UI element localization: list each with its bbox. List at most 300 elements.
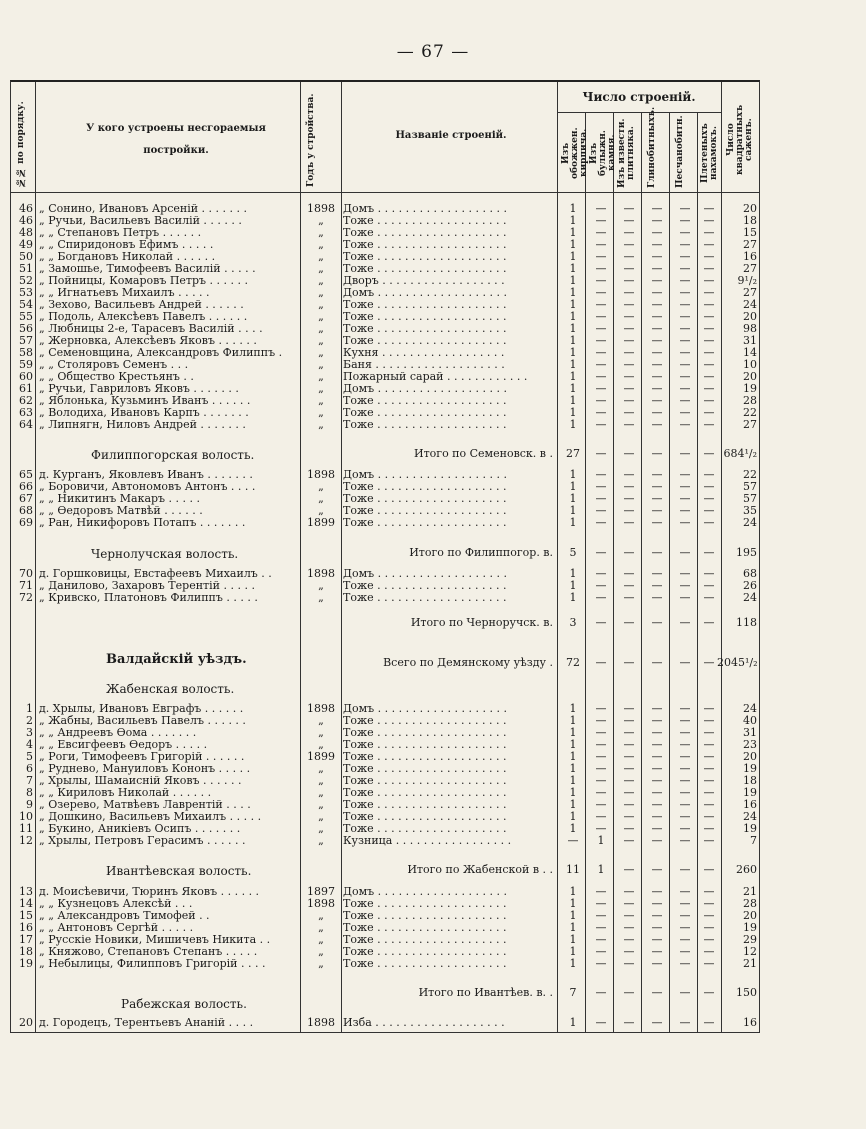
row-count: — — [651, 933, 663, 946]
row-count: 1 — [569, 358, 577, 371]
row-count: — — [595, 310, 607, 323]
row-count: — — [703, 504, 715, 517]
row-owner: „ Ран, Никифоровъ Потапъ . . . . . . . — [39, 517, 246, 529]
row-owner: „ Кривско, Платоновъ Филиппъ . . . . . — [39, 592, 258, 604]
row-count: — — [651, 480, 663, 493]
total-label: Итого по Ивантѣев. в. . — [418, 986, 553, 999]
row-count: — — [651, 250, 663, 263]
row-number: 13 — [19, 885, 33, 898]
row-count: — — [651, 334, 663, 347]
row-building: Баня . . . . . . . . . . . . . . . . . . . — [343, 359, 505, 371]
table-frame — [10, 80, 760, 1033]
row-year: „ — [318, 370, 324, 383]
row-owner: „ „ Богдановъ Николай . . . . . . — [39, 251, 216, 263]
row-count: — — [595, 382, 607, 395]
row-count: 1 — [569, 714, 577, 727]
row-count: — — [679, 798, 691, 811]
row-building: Тоже . . . . . . . . . . . . . . . . . . . — [343, 517, 507, 529]
total-count: — — [651, 546, 663, 559]
row-year: „ — [318, 933, 324, 946]
row-area: 20 — [743, 909, 757, 922]
row-area: 14 — [743, 346, 757, 359]
total-count: — — [595, 546, 607, 559]
row-area: 35 — [743, 504, 757, 517]
table-row — [11, 407, 759, 419]
row-count: — — [703, 726, 715, 739]
row-count: — — [651, 786, 663, 799]
row-area: 28 — [743, 394, 757, 407]
table-row — [11, 751, 759, 763]
row-count: — — [595, 468, 607, 481]
table-row — [11, 505, 759, 517]
row-area: 16 — [743, 250, 757, 263]
row-count: — — [623, 957, 635, 970]
row-area: 68 — [743, 567, 757, 580]
row-owner: „ „ Кириловъ Николай . . . . . . — [39, 787, 212, 799]
row-area: 16 — [743, 798, 757, 811]
section-title: Чернолучская волость. — [91, 547, 239, 561]
total-count: — — [679, 616, 691, 629]
row-count: — — [703, 250, 715, 263]
table-row — [11, 311, 759, 323]
table-row — [11, 383, 759, 395]
row-year: „ — [318, 394, 324, 407]
row-owner: „ Ручьи, Гавриловъ Яковъ . . . . . . . — [39, 383, 239, 395]
row-area: 24 — [743, 298, 757, 311]
row-count: 1 — [569, 957, 577, 970]
row-count: — — [703, 750, 715, 763]
total-count: — — [623, 863, 635, 876]
row-count: — — [679, 346, 691, 359]
row-count: — — [623, 945, 635, 958]
row-count: — — [703, 480, 715, 493]
row-year: „ — [318, 798, 324, 811]
row-count: — — [623, 406, 635, 419]
row-count: — — [679, 262, 691, 275]
row-count: — — [703, 579, 715, 592]
row-number: 69 — [19, 516, 33, 529]
row-count: — — [679, 226, 691, 239]
row-owner: д. Курганъ, Яковлевъ Иванъ . . . . . . . — [39, 469, 253, 481]
row-count: — — [595, 334, 607, 347]
table-row — [11, 419, 759, 431]
total-count: — — [595, 616, 607, 629]
row-building: Тоже . . . . . . . . . . . . . . . . . . . — [343, 592, 507, 604]
row-count: — — [651, 418, 663, 431]
row-year: „ — [318, 726, 324, 739]
row-building: Домъ . . . . . . . . . . . . . . . . . . . — [343, 469, 507, 481]
row-count: — — [703, 909, 715, 922]
row-count: — — [651, 504, 663, 517]
table-row — [11, 469, 759, 481]
row-owner: „ Сонино, Ивановъ Арсеній . . . . . . . — [39, 203, 248, 215]
row-owner: „ Жерновка, Алексѣевъ Яковъ . . . . . . — [39, 335, 257, 347]
table-row — [11, 215, 759, 227]
row-count: 1 — [569, 516, 577, 529]
row-count: — — [679, 358, 691, 371]
row-number: 17 — [19, 933, 33, 946]
row-year: „ — [318, 834, 324, 847]
row-count: 1 — [569, 310, 577, 323]
row-count: — — [623, 358, 635, 371]
row-building: Тоже . . . . . . . . . . . . . . . . . . . — [343, 311, 507, 323]
row-count: — — [679, 702, 691, 715]
row-building: Тоже . . . . . . . . . . . . . . . . . . . — [343, 227, 507, 239]
row-area: 98 — [743, 322, 757, 335]
total-label: Итого по Семеновск. в . — [414, 447, 553, 460]
row-number: 16 — [19, 921, 33, 934]
table-row — [11, 958, 759, 970]
row-year: „ — [318, 322, 324, 335]
row-count: — — [703, 418, 715, 431]
row-count: — — [651, 909, 663, 922]
row-year: „ — [318, 786, 324, 799]
row-area: 20 — [743, 750, 757, 763]
row-count: — — [567, 834, 579, 847]
row-number: 11 — [19, 822, 33, 835]
row-count: — — [703, 394, 715, 407]
row-area: 29 — [743, 933, 757, 946]
row-count: — — [623, 370, 635, 383]
row-count: — — [595, 370, 607, 383]
table-row — [11, 287, 759, 299]
row-year: „ — [318, 957, 324, 970]
row-number: 15 — [19, 909, 33, 922]
row-count: — — [595, 726, 607, 739]
row-count: — — [703, 346, 715, 359]
row-area: 20 — [743, 310, 757, 323]
row-year: „ — [318, 226, 324, 239]
row-count: — — [595, 226, 607, 239]
row-count: — — [595, 504, 607, 517]
row-owner: „ Яблонька, Кузьминъ Иванъ . . . . . . — [39, 395, 251, 407]
row-count: 1 — [569, 238, 577, 251]
row-count: 1 — [569, 909, 577, 922]
row-count: — — [623, 238, 635, 251]
row-count: — — [679, 909, 691, 922]
total-count: — — [623, 656, 635, 669]
row-count: — — [651, 346, 663, 359]
row-year: 1898 — [307, 702, 335, 715]
row-number: 46 — [19, 202, 33, 215]
row-owner: „ Зехово, Васильевъ Андрей . . . . . . — [39, 299, 244, 311]
total-label: Итого по Черноручск. в. — [410, 616, 553, 629]
table-row — [11, 799, 759, 811]
header-subrule — [557, 112, 721, 113]
row-count: — — [595, 492, 607, 505]
row-owner: „ Роги, Тимофеевъ Григорій . . . . . . — [39, 751, 245, 763]
row-area: 15 — [743, 226, 757, 239]
total-area: 118 — [736, 616, 757, 629]
row-count: — — [623, 591, 635, 604]
row-area: 22 — [743, 406, 757, 419]
row-count: 1 — [569, 726, 577, 739]
row-year: 1899 — [307, 516, 335, 529]
total-count: — — [623, 616, 635, 629]
row-count: — — [595, 810, 607, 823]
table-row — [11, 323, 759, 335]
row-area: 22 — [743, 468, 757, 481]
total-count: — — [679, 986, 691, 999]
table-row — [11, 239, 759, 251]
row-number: 1 — [26, 702, 33, 715]
row-count: — — [679, 714, 691, 727]
section-title: Ивантѣевская волость. — [106, 864, 252, 878]
row-count: — — [595, 957, 607, 970]
row-count: — — [595, 579, 607, 592]
total-count: 27 — [566, 447, 580, 460]
row-count: 1 — [569, 1016, 577, 1029]
row-number: 63 — [19, 406, 33, 419]
total-count: 11 — [566, 863, 580, 876]
total-count: 7 — [569, 986, 577, 999]
row-count: — — [651, 774, 663, 787]
row-count: — — [679, 834, 691, 847]
row-owner: „ „ Александровъ Тимофей . . — [39, 910, 210, 922]
total-count: — — [623, 986, 635, 999]
row-count: 1 — [569, 702, 577, 715]
row-count: — — [679, 822, 691, 835]
row-area: 18 — [743, 774, 757, 787]
row-year: „ — [318, 492, 324, 505]
row-owner: д. Городецъ, Терентьевъ Ананій . . . . — [39, 1017, 254, 1029]
row-area: 9¹/₂ — [737, 274, 757, 287]
row-number: 3 — [26, 726, 33, 739]
row-owner: „ Липнягн, Ниловъ Андрей . . . . . . . — [39, 419, 246, 431]
row-count: — — [679, 250, 691, 263]
row-count: — — [595, 885, 607, 898]
row-number: 14 — [19, 897, 33, 910]
row-building: Домъ . . . . . . . . . . . . . . . . . . . — [343, 287, 507, 299]
row-number: 70 — [19, 567, 33, 580]
row-count: — — [679, 786, 691, 799]
total-count: 72 — [566, 656, 580, 669]
row-count: — — [623, 262, 635, 275]
row-count: — — [623, 418, 635, 431]
row-year: „ — [318, 382, 324, 395]
row-count: — — [623, 286, 635, 299]
row-count: — — [679, 957, 691, 970]
row-count: — — [651, 370, 663, 383]
row-count: — — [679, 504, 691, 517]
table-row — [11, 251, 759, 263]
row-year: 1898 — [307, 202, 335, 215]
row-count: — — [651, 810, 663, 823]
row-count: — — [703, 382, 715, 395]
row-year: „ — [318, 310, 324, 323]
row-building: Тоже . . . . . . . . . . . . . . . . . . . — [343, 946, 507, 958]
total-label: Всего по Демянскому уѣзду . — [383, 656, 553, 669]
table-row — [11, 1017, 759, 1029]
row-count: — — [595, 214, 607, 227]
row-area: 12 — [743, 945, 757, 958]
row-building: Тоже . . . . . . . . . . . . . . . . . . . — [343, 299, 507, 311]
row-year: „ — [318, 238, 324, 251]
row-owner: „ Ручьи, Васильевъ Василій . . . . . . — [39, 215, 242, 227]
row-number: 54 — [19, 298, 33, 311]
row-count: — — [703, 238, 715, 251]
row-count: — — [595, 738, 607, 751]
row-count: — — [623, 202, 635, 215]
row-owner: „ Хрылы, Шамаисній Яковъ . . . . . . — [39, 775, 242, 787]
row-area: 21 — [743, 957, 757, 970]
row-number: 64 — [19, 418, 33, 431]
row-count: — — [595, 480, 607, 493]
row-count: 1 — [569, 822, 577, 835]
row-count: 1 — [569, 504, 577, 517]
table-row — [11, 835, 759, 847]
row-count: — — [623, 468, 635, 481]
row-count: — — [623, 798, 635, 811]
row-count: — — [623, 921, 635, 934]
row-count: 1 — [569, 492, 577, 505]
table-row — [11, 335, 759, 347]
row-count: — — [703, 933, 715, 946]
row-owner: „ „ Ѳедоровъ Матвѣй . . . . . . — [39, 505, 203, 517]
row-count: — — [623, 214, 635, 227]
row-count: — — [679, 726, 691, 739]
row-count: — — [595, 358, 607, 371]
row-building: Тоже . . . . . . . . . . . . . . . . . . . — [343, 215, 507, 227]
row-owner: „ „ Общество Крестьянъ . . — [39, 371, 194, 383]
row-number: 7 — [26, 774, 33, 787]
row-count: — — [679, 418, 691, 431]
row-count: 1 — [569, 921, 577, 934]
row-count: 1 — [569, 798, 577, 811]
row-year: „ — [318, 762, 324, 775]
row-year: „ — [318, 909, 324, 922]
row-count: — — [623, 810, 635, 823]
row-count: 1 — [569, 567, 577, 580]
row-owner: „ Данилово, Захаровъ Терентій . . . . . — [39, 580, 255, 592]
row-number: 10 — [19, 810, 33, 823]
row-count: — — [623, 274, 635, 287]
row-year: „ — [318, 810, 324, 823]
row-count: 1 — [569, 406, 577, 419]
section-title: Филиппогорская волость. — [91, 448, 255, 462]
row-area: 7 — [750, 834, 757, 847]
row-area: 24 — [743, 702, 757, 715]
row-count: — — [623, 492, 635, 505]
row-count: — — [679, 750, 691, 763]
row-year: „ — [318, 945, 324, 958]
row-number: 5 — [26, 750, 33, 763]
row-count: — — [703, 214, 715, 227]
table-row — [11, 787, 759, 799]
row-count: — — [679, 921, 691, 934]
table-row — [11, 481, 759, 493]
row-count: 1 — [569, 334, 577, 347]
row-building: Кузница . . . . . . . . . . . . . . . . . — [343, 835, 512, 847]
table-row — [11, 811, 759, 823]
row-number: 6 — [26, 762, 33, 775]
row-count: — — [679, 406, 691, 419]
row-count: — — [651, 726, 663, 739]
row-year: „ — [318, 406, 324, 419]
row-count: — — [703, 468, 715, 481]
row-year: 1898 — [307, 1016, 335, 1029]
row-year: „ — [318, 286, 324, 299]
row-number: 4 — [26, 738, 33, 751]
row-count: — — [679, 774, 691, 787]
table-row — [11, 727, 759, 739]
header-number: №№ по порядку. — [16, 101, 26, 187]
row-count: — — [703, 310, 715, 323]
row-count: — — [703, 834, 715, 847]
row-building: Домъ . . . . . . . . . . . . . . . . . . . — [343, 383, 507, 395]
row-count: — — [651, 468, 663, 481]
row-building: Тоже . . . . . . . . . . . . . . . . . . . — [343, 493, 507, 505]
row-count: — — [679, 202, 691, 215]
row-building: Тоже . . . . . . . . . . . . . . . . . . . — [343, 580, 507, 592]
table-row — [11, 275, 759, 287]
row-number: 8 — [26, 786, 33, 799]
row-building: Тоже . . . . . . . . . . . . . . . . . . . — [343, 763, 507, 775]
row-owner: „ „ Антоновъ Сергѣй . . . . . — [39, 922, 194, 934]
row-owner: „ Жабны, Васильевъ Павелъ . . . . . . — [39, 715, 246, 727]
table-row — [11, 703, 759, 715]
header-sub3: Изъ извести. плитняка. — [617, 118, 636, 188]
row-count: — — [623, 334, 635, 347]
row-count: — — [651, 238, 663, 251]
row-count: 1 — [569, 346, 577, 359]
row-year: „ — [318, 504, 324, 517]
row-building: Пожарный сарай . . . . . . . . . . . . — [343, 371, 528, 383]
row-count: — — [679, 310, 691, 323]
row-area: 19 — [743, 822, 757, 835]
row-year: „ — [318, 214, 324, 227]
row-count: — — [651, 516, 663, 529]
total-count: — — [703, 863, 715, 876]
row-owner: „ Любницы 2-е, Тарасевъ Василій . . . . — [39, 323, 263, 335]
row-count: — — [679, 1016, 691, 1029]
row-count: — — [623, 382, 635, 395]
row-area: 19 — [743, 382, 757, 395]
row-year: „ — [318, 738, 324, 751]
row-count: — — [703, 567, 715, 580]
row-count: — — [623, 726, 635, 739]
row-area: 16 — [743, 1016, 757, 1029]
row-count: — — [595, 238, 607, 251]
row-count: — — [595, 567, 607, 580]
row-count: 1 — [569, 214, 577, 227]
row-count: — — [703, 774, 715, 787]
row-count: — — [703, 897, 715, 910]
row-number: 46 — [19, 214, 33, 227]
row-count: — — [703, 370, 715, 383]
row-count: — — [651, 286, 663, 299]
row-count: — — [679, 945, 691, 958]
row-count: — — [595, 798, 607, 811]
row-number: 2 — [26, 714, 33, 727]
row-year: „ — [318, 346, 324, 359]
row-count: — — [595, 750, 607, 763]
row-count: — — [595, 516, 607, 529]
row-year: „ — [318, 298, 324, 311]
row-number: 18 — [19, 945, 33, 958]
row-year: „ — [318, 921, 324, 934]
row-count: — — [595, 250, 607, 263]
row-count: — — [679, 579, 691, 592]
row-count: — — [651, 567, 663, 580]
table-row — [11, 263, 759, 275]
row-count: — — [703, 226, 715, 239]
row-area: 19 — [743, 762, 757, 775]
row-area: 20 — [743, 370, 757, 383]
row-building: Домъ . . . . . . . . . . . . . . . . . . . — [343, 886, 507, 898]
row-count: 1 — [569, 738, 577, 751]
row-count: 1 — [569, 274, 577, 287]
